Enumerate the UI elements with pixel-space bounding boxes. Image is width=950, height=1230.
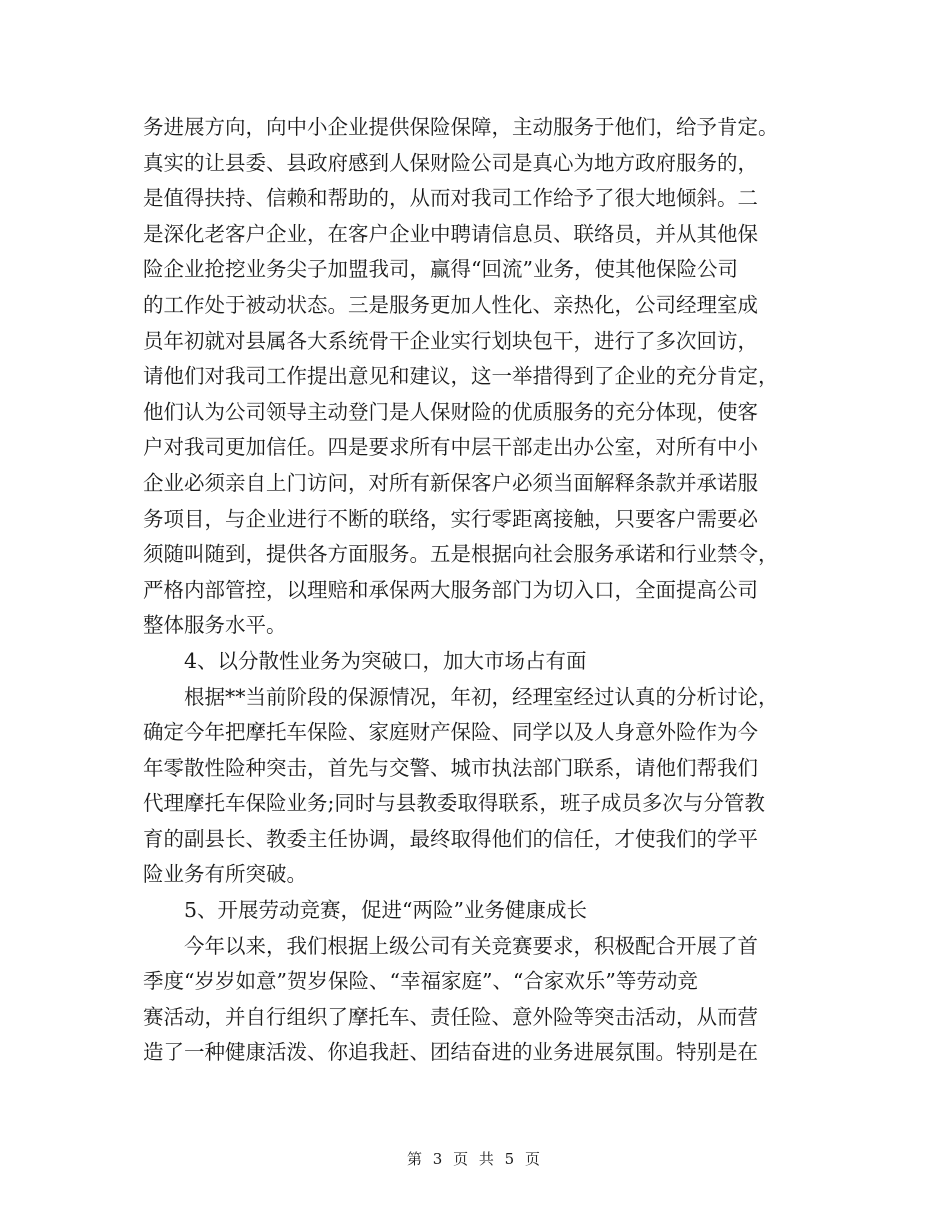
text-line: 4、以分散性业务为突破口，加大市场占有面 <box>184 648 587 673</box>
text-line: 务项目，与企业进行不断的联络，实行零距离接触，只要客户需要必 <box>143 506 758 531</box>
text-line: 年零散性险种突击，首先与交警、城市执法部门联系，请他们帮我们 <box>143 755 758 780</box>
text-line: 他们认为公司领导主动登门是人保财险的优质服务的充分体现，使客 <box>143 399 758 424</box>
text-line: 今年以来，我们根据上级公司有关竞赛要求，积极配合开展了首 <box>184 933 758 958</box>
text-line: 请他们对我司工作提出意见和建议，这一举措得到了企业的充分肯定， <box>143 364 779 389</box>
text-line: 季度“岁岁如意”贺岁保险、“幸福家庭”、“合家欢乐”等劳动竞 <box>143 969 698 994</box>
text-line: 赛活动，并自行组织了摩托车、责任险、意外险等突击活动，从而营 <box>143 1004 758 1029</box>
document-body <box>143 110 808 1071</box>
text-line: 是深化老客户企业，在客户企业中聘请信息员、联络员，并从其他保 <box>143 221 758 246</box>
text-line: 企业必须亲自上门访问，对所有新保客户必须当面解释条款并承诺服 <box>143 470 758 495</box>
text-line: 户对我司更加信任。四是要求所有中层干部走出办公室，对所有中小 <box>143 435 758 460</box>
text-line: 是值得扶持、信赖和帮助的，从而对我司工作给予了很大地倾斜。二 <box>143 186 758 211</box>
text-line: 员年初就对县属各大系统骨干企业实行划块包干，进行了多次回访， <box>143 328 758 353</box>
text-line: 根据**当前阶段的保源情况，年初，经理室经过认真的分析讨论， <box>184 684 779 709</box>
text-line: 整体服务水平。 <box>143 613 287 638</box>
text-line: 务进展方向，向中小企业提供保险保障，主动服务于他们，给予肯定。 <box>143 115 779 139</box>
text-line: 育的副县长、教委主任协调，最终取得他们的信任，才使我们的学平 <box>143 826 758 851</box>
text-line: 真实的让县委、县政府感到人保财险公司是真心为地方政府服务的， <box>143 150 758 175</box>
text-line: 险业务有所突破。 <box>143 862 307 887</box>
text-line: 须随叫随到，提供各方面服务。五是根据向社会服务承诺和行业禁令， <box>143 542 779 567</box>
text-line: 代理摩托车保险业务;同时与县教委取得联系，班子成员多次与分管教 <box>143 791 765 816</box>
text-line: 造了一种健康活泼、你追我赶、团结奋进的业务进展氛围。特别是在 <box>143 1040 758 1065</box>
page-number-footer: 第 3 页 共 5 页 <box>407 1150 543 1168</box>
text-line: 险企业抢挖业务尖子加盟我司，赢得“回流”业务，使其他保险公司 <box>143 257 738 282</box>
text-line: 确定今年把摩托车保险、家庭财产保险、同学以及人身意外险作为今 <box>143 720 758 745</box>
text-line: 的工作处于被动状态。三是服务更加人性化、亲热化，公司经理室成 <box>143 292 758 317</box>
text-line: 严格内部管控，以理赔和承保两大服务部门为切入口，全面提高公司 <box>143 577 758 602</box>
text-line: 5、开展劳动竞赛，促进“两险”业务健康成长 <box>184 898 588 923</box>
